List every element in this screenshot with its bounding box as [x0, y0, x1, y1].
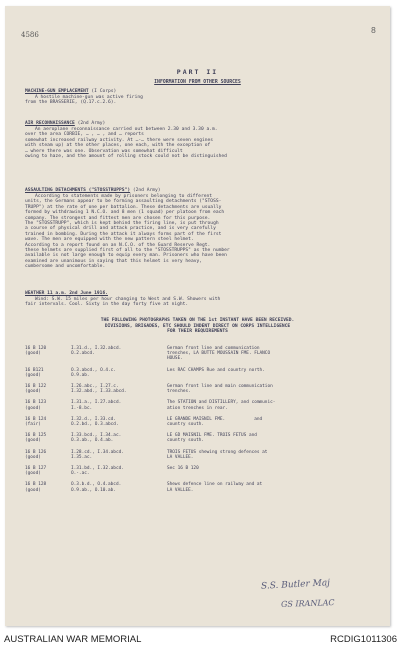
section-heading-text: MACHINE-GUN EMPLACEMENT	[25, 89, 89, 94]
photo-map-ref: I.31.d., I.32.abcd.	[71, 346, 122, 351]
photo-description: Sec 16 B 120	[167, 466, 199, 471]
document-page	[5, 6, 390, 626]
footer-archive-name: AUSTRALIAN WAR MEMORIAL	[4, 634, 142, 645]
section-heading-text: AIR RECONNAISSANCE	[25, 121, 75, 126]
signature-line-2: GS IRANLAC	[280, 598, 335, 609]
photo-map-ref: I.26.abc., I.27.c.	[71, 384, 119, 389]
photo-description: HOUSE.	[167, 356, 183, 362]
photo-map-ref: O.9.ab.	[71, 372, 90, 378]
section-heading-suffix: (2nd Army)	[130, 188, 161, 193]
photo-map-ref: O.9.ab., O.10.ab.	[71, 487, 116, 493]
photo-map-ref: I.-8.bc.	[71, 405, 93, 411]
section-text-line: available is not large enough to equip every man. Prisoners who have been	[25, 253, 227, 259]
section-text-line: A hostile machine-gun was active firing	[35, 95, 143, 100]
handwritten-ref-note: 4586	[21, 31, 39, 39]
photo-description: trenches.	[167, 389, 191, 395]
photo-description: country south.	[167, 438, 205, 444]
photo-map-ref: I.31.bd., I.32.abcd.	[71, 466, 124, 471]
signature-line-1: S.S. Butler Maj	[260, 578, 331, 592]
photo-map-ref: O.2.bd., O.3.abcd.	[71, 422, 119, 427]
section-heading	[25, 291, 108, 296]
photo-quality: (good)	[25, 351, 41, 357]
photo-quality: (good)	[25, 487, 41, 493]
photographs-title-line: FOR THEIR REQUIREMENTS	[167, 329, 228, 335]
photographs-title-line: THE FOLLOWING PHOTOGRAPHS TAKEN ON THE 1st INSTANT HAVE BEEN RECEIVED.	[100, 318, 295, 323]
section-text-line: … where there was one. Observation was somewhat difficult	[25, 148, 183, 154]
section-text-line: cumbersome and uncomfortable.	[25, 264, 106, 270]
photo-description: LA VALLEE.	[167, 454, 194, 460]
section-heading	[25, 89, 116, 94]
section-text-line: fair intervals. Cool. Sixty in the day forty five at night.	[25, 302, 189, 308]
section-text-line: owing to haze, and the amount of rolling stock could not be distinguished	[25, 154, 227, 159]
photo-id: 16 B 120	[25, 346, 47, 351]
part-heading: PART II	[176, 68, 219, 76]
section-text-line: formed by withdrawing 1 N.C.O. and 8 men (1 squad) per platoon from each	[25, 210, 225, 216]
photo-description: TROIS FETUS shewing strong defences at	[167, 449, 268, 455]
photo-map-ref: O.-.ac.	[71, 471, 90, 477]
section-heading	[25, 121, 105, 126]
section-text-line: trained in bombing. During the attack it always forms part of the first	[25, 231, 222, 237]
photo-map-ref: I.31.a., I.27.abcd.	[71, 400, 122, 406]
section-text-line: with steam up) at the other places, one each, with the exception of	[25, 143, 211, 149]
photo-quality: (good)	[25, 405, 41, 411]
section-text-line: Wind: S.W. 15 miles per hour changing to West and S.W. Showers with	[35, 297, 221, 302]
photo-quality: (fair)	[25, 422, 41, 427]
photo-map-ref: I.35.ac.	[71, 454, 93, 460]
photo-description: country south.	[167, 422, 205, 427]
photo-quality: (good)	[25, 372, 41, 378]
section-heading	[25, 188, 161, 193]
photo-id: 16 B 124	[25, 416, 47, 422]
photo-description: Les RAC CHAMPS Rue and country north.	[167, 367, 265, 373]
photographs-title-line: DIVISIONS, BRIGADES, ETC SHOULD INDENT DIRECT ON CORPS INTELLIGENCE	[104, 323, 291, 329]
photo-id: 16 B121	[25, 367, 44, 373]
section-text-line: from the BRASSERIE, (Q.17.c.2.6).	[25, 100, 117, 106]
section-heading-suffix: (I Corps)	[88, 89, 117, 94]
photo-map-ref: I.32.abd., I.33.abcd.	[71, 389, 127, 395]
section-text-line: over the area CORBIE, … , … , and … reports	[25, 132, 144, 138]
photo-map-ref: O.3.b.d., O.4.abcd.	[71, 482, 122, 488]
section-heading-text: ASSAULTING DETACHMENTS ("STOSSTRUPPS")	[25, 188, 131, 193]
section-text-line: An aeroplane reconnaissance carried out between 2.30 and 3.30 a.m.	[35, 127, 218, 132]
photo-description: LE GRANDE MAISNIL FME. and	[167, 416, 263, 422]
photo-quality: (good)	[25, 471, 41, 477]
photo-id: 16 B 127	[25, 466, 47, 471]
photo-quality: (good)	[25, 438, 41, 444]
photo-description: The STATION and DISTILLERY, and communic-	[167, 400, 276, 406]
photo-quality: (good)	[25, 389, 41, 395]
photo-id: 16 B 128	[25, 482, 47, 488]
section-heading-suffix: (2nd Army)	[74, 121, 106, 126]
photo-map-ref: O.3.ab., O.4.ab.	[71, 438, 114, 444]
photo-description: German front line and communication	[167, 346, 260, 351]
section-text-line: wave. The men are equipped with the new pattern steel helmet.	[25, 237, 194, 243]
section-text-line: somewhat increased railway activity. At …-… there were seven engines	[25, 137, 214, 143]
photo-id: 16 B 122	[25, 384, 47, 389]
section-text-line: According to statements made by prisoners belonging to different	[35, 194, 213, 199]
section-text-line: units, the Germans appear to be forming assaulting detachments ("STOSS-	[25, 199, 222, 205]
photo-description: trenches, LA BUTTE MOUSSAIN FME. FLANCO	[167, 351, 271, 357]
photo-map-ref: O.2.abcd.	[71, 351, 95, 357]
photo-map-ref: I.28.cd., I.34.abcd.	[71, 449, 124, 455]
section-text-line: According to a report found on an N.C.O. of the Guard Reserve Regt.	[25, 242, 211, 248]
footer-record-id: RCDIG1011306	[330, 634, 397, 645]
photo-id: 16 B 126	[25, 449, 47, 455]
photo-map-ref: I.32.d., I.33.cd.	[71, 416, 116, 422]
photo-description: German front line and main communication	[167, 384, 273, 389]
section-text-line: The "STOSSTRUPP", which is kept behind the firing line, is put through	[25, 221, 219, 226]
photo-quality: (good)	[25, 454, 41, 460]
photo-description: LE GD MAISNIL FME. TROIS FETUS and	[167, 433, 257, 439]
photo-description: ation trenches in rear.	[167, 405, 228, 411]
section-text-line: examined are unanimous in saying that this helmet is very heavy,	[25, 258, 203, 264]
section-text-line: company. The strongest and fittest men are chosen for this purpose.	[25, 215, 211, 221]
photo-description: LA VALLEE.	[167, 487, 194, 493]
section-text-line: a course of physical drill and attack practice, and is very carefully	[25, 226, 216, 232]
photo-map-ref: I.33.bcd., I.34.ac.	[71, 433, 122, 439]
photo-description: Shews defence line on railway and at	[167, 482, 263, 488]
section-heading-text: WEATHER 11 a.m. 2nd June 1916.	[25, 291, 108, 296]
photo-map-ref: O.3.abcd., O.4.c.	[71, 367, 116, 373]
section-title: INFORMATION FROM OTHER SOURCES	[154, 80, 241, 85]
section-text-line: TRUPP") at the rate of one per battalion. These detachments are usually	[25, 204, 222, 210]
page-number: 8	[370, 26, 376, 35]
photo-id: 16 B 125	[25, 433, 47, 439]
photo-id: 16 B 123	[25, 400, 47, 406]
section-text-line: these helmets are supplied first of all to the "STOSSTRUPPS" as the number	[25, 248, 230, 253]
